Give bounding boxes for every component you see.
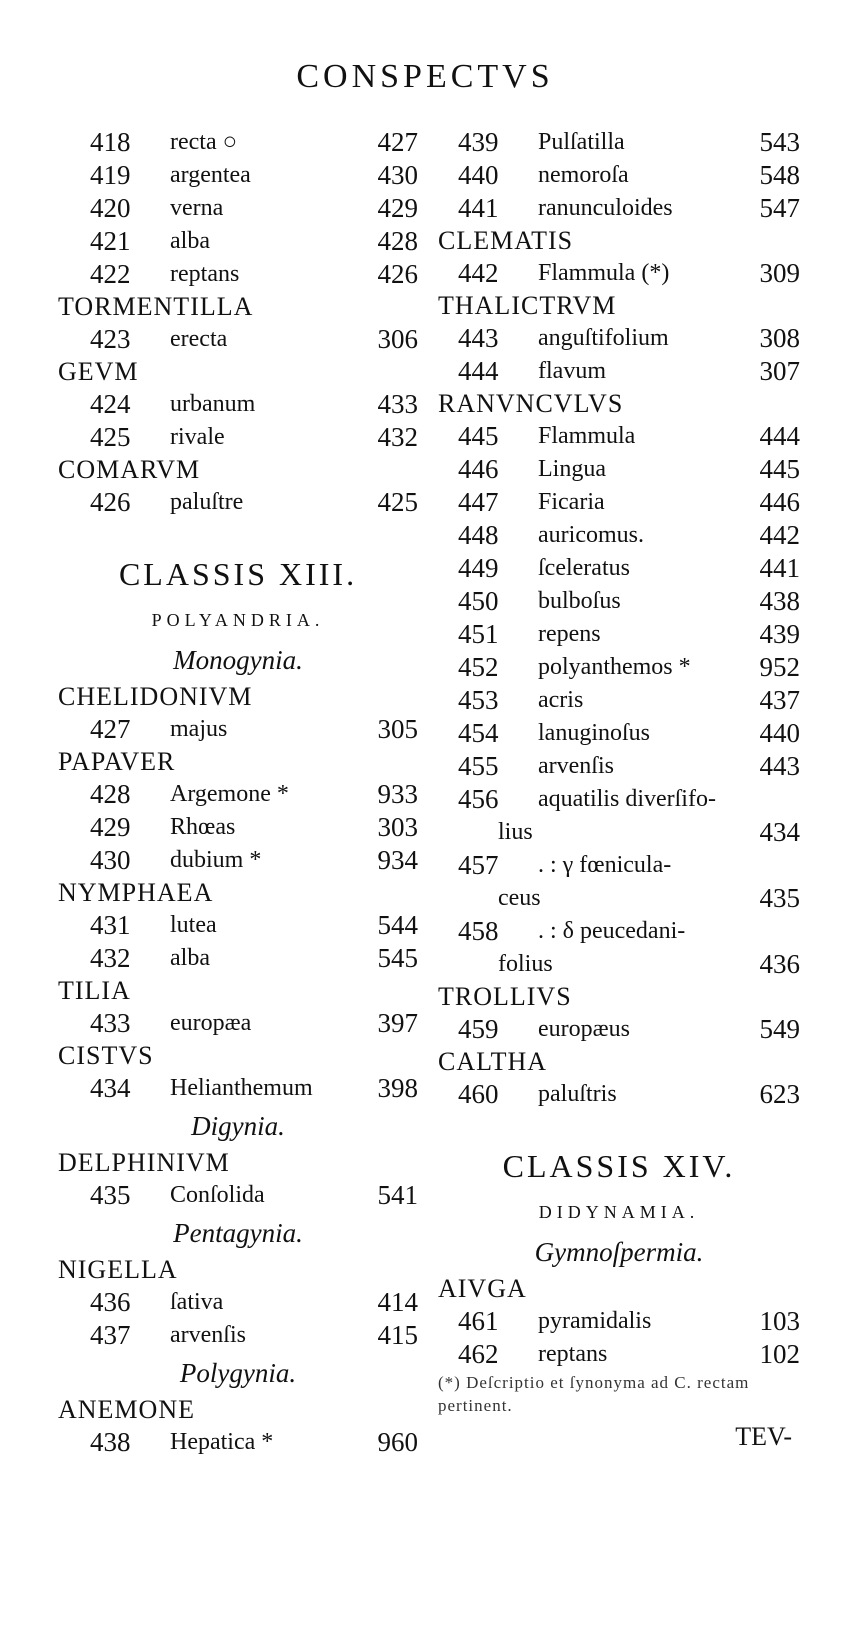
species-name: recta ○ [170,129,238,155]
page-reference: 415 [377,1320,418,1350]
species-number: 436 [90,1287,131,1317]
page-reference: 544 [377,910,418,940]
species-number: 438 [90,1427,131,1457]
species-name: ſceleratus [538,555,630,581]
species-number: 432 [90,943,131,973]
genus-heading: ANEMONE [58,1395,195,1424]
species-name: pyramidalis [538,1308,652,1334]
species-number: 457 [458,850,499,880]
species-entry [438,783,800,816]
page-reference: 441 [759,553,800,583]
species-entry [58,388,418,421]
page-reference: 437 [759,685,800,715]
species-name: Lingua [538,456,606,482]
species-name: argentea [170,162,251,188]
species-entry [438,618,800,651]
genus-heading: NIGELLA [58,1255,178,1284]
species-number: 423 [90,324,131,354]
page-reference: 445 [759,454,800,484]
species-number: 449 [458,553,499,583]
species-number: 446 [458,454,499,484]
species-entry [438,849,800,882]
species-name: . : δ peucedani- [538,918,686,944]
species-number: 453 [458,685,499,715]
species-name: europæus [538,1016,630,1042]
species-name: rivale [170,424,225,450]
species-name: paluſtre [170,489,244,515]
page-reference: 547 [759,193,800,223]
species-entry [438,519,800,552]
order-heading: Digynia. [191,1111,285,1141]
species-name: Flammula [538,423,636,449]
species-entry [58,486,418,519]
page-reference: 442 [759,520,800,550]
species-entry [58,1007,418,1040]
right-column [438,126,800,1457]
species-number: 448 [458,520,499,550]
genus-heading: CISTVS [58,1041,154,1070]
species-number: 434 [90,1073,131,1103]
page-reference: 414 [377,1287,418,1317]
page-reference: 428 [377,226,418,256]
species-entry [58,421,418,454]
species-number: 459 [458,1014,499,1044]
species-number: 433 [90,1008,131,1038]
species-name: verna [170,195,224,221]
page-reference: 545 [377,943,418,973]
page-reference: 397 [377,1008,418,1038]
species-number: 451 [458,619,499,649]
page-reference: 960 [377,1427,418,1457]
genus-heading: AIVGA [438,1274,527,1303]
species-name: Helianthemum [170,1075,313,1101]
class-subheading: DIDYNAMIA. [538,1202,700,1222]
species-number: 431 [90,910,131,940]
species-number: 445 [458,421,499,451]
genus-heading: TORMENTILLA [58,292,254,321]
class-heading: CLASSIS XIII. [118,556,358,592]
species-name: bulboſus [538,588,621,614]
order-heading: Gymnoſpermia. [534,1237,704,1267]
species-name: majus [170,716,228,742]
species-number: 444 [458,356,499,386]
species-number: 450 [458,586,499,616]
species-entry [438,552,800,585]
genus-heading: DELPHINIVM [58,1148,230,1177]
page-reference: 440 [759,718,800,748]
species-number: 439 [458,127,499,157]
species-name: Rhœas [170,814,236,840]
species-entry [58,1319,418,1352]
class-heading: CLASSIS XIV. [502,1148,736,1184]
species-name: ſativa [170,1289,224,1315]
species-entry [58,126,418,159]
species-name: arvenſis [170,1322,246,1348]
species-entry [438,420,800,453]
genus-heading: COMARVM [58,455,201,484]
species-number: 442 [458,258,499,288]
species-number: 452 [458,652,499,682]
species-number: 418 [90,127,131,157]
species-name: repens [538,621,601,647]
species-name: nemoroſa [538,162,629,188]
species-entry [58,323,418,356]
genus-heading: CLEMATIS [438,226,574,255]
order-heading: Pentagynia. [173,1218,303,1248]
species-name: urbanum [170,391,256,417]
species-entry [58,713,418,746]
species-number: 428 [90,779,131,809]
species-name: folius [498,951,553,977]
species-name: ranunculoides [538,195,673,221]
page-reference: 425 [377,487,418,517]
species-name: auricomus. [538,522,644,548]
species-entry [438,486,800,519]
species-name: flavum [538,358,606,384]
species-number: 456 [458,784,499,814]
species-entry [438,192,800,225]
genus-heading: TROLLIVS [438,982,572,1011]
species-number: 427 [90,714,131,744]
species-name: Argemone * [170,781,289,807]
species-entry [58,811,418,844]
spacer [58,519,418,547]
genus-heading: PAPAVER [58,747,176,776]
page-reference: 435 [759,883,800,913]
species-name: polyanthemos * [538,654,691,680]
page-reference: 623 [759,1079,800,1109]
species-number: 424 [90,389,131,419]
species-entry [58,1426,418,1459]
page-reference: 103 [759,1306,800,1336]
species-entry [58,258,418,291]
species-name: alba [170,945,210,971]
species-entry [438,684,800,717]
species-number: 429 [90,812,131,842]
species-name: lanuginoſus [538,720,650,746]
species-name: Ficaria [538,489,605,515]
page-reference: 303 [377,812,418,842]
page-reference: 308 [759,323,800,353]
species-name: Conſolida [170,1182,265,1208]
species-entry [438,1305,800,1338]
page-reference: 305 [377,714,418,744]
species-name: Hepatica * [170,1429,274,1455]
species-entry [58,909,418,942]
left-column [58,126,418,1459]
entry-continuation [438,948,800,981]
species-number: 419 [90,160,131,190]
page-reference: 427 [377,127,418,157]
page-reference: 446 [759,487,800,517]
order-heading: Polygynia. [179,1358,297,1388]
species-name: . : γ fœnicula- [538,852,672,878]
species-name: erecta [170,326,228,352]
species-name: lius [498,819,533,845]
genus-heading: NYMPHAEA [58,878,214,907]
species-number: 461 [458,1306,499,1336]
page-reference: 439 [759,619,800,649]
species-entry [438,159,800,192]
page-reference: 444 [759,421,800,451]
page-title: CONSPECTVS [296,58,554,95]
species-entry [58,778,418,811]
page-reference: 952 [759,652,800,682]
page-reference: 541 [377,1180,418,1210]
page-reference: 543 [759,127,800,157]
page-reference: 434 [759,817,800,847]
species-number: 437 [90,1320,131,1350]
species-number: 435 [90,1180,131,1210]
species-entry [438,322,800,355]
species-name: lutea [170,912,217,938]
species-entry [58,1286,418,1319]
species-entry [438,453,800,486]
species-entry [438,651,800,684]
page-reference: 398 [377,1073,418,1103]
species-number: 420 [90,193,131,223]
species-entry [438,585,800,618]
page-reference: 933 [377,779,418,809]
genus-heading: GEVM [58,357,139,386]
species-number: 426 [90,487,131,517]
class-subheading: POLYANDRIA. [151,610,325,630]
page-reference: 433 [377,389,418,419]
species-entry [58,192,418,225]
page-reference: 306 [377,324,418,354]
species-name: alba [170,228,210,254]
species-number: 443 [458,323,499,353]
species-name: arvenſis [538,753,614,779]
species-entry [58,1072,418,1105]
catchword: TEV- [735,1422,792,1451]
species-number: 460 [458,1079,499,1109]
species-name: Pulſatilla [538,129,625,155]
page-reference: 102 [759,1339,800,1369]
genus-heading: CHELIDONIVM [58,682,253,711]
spacer [438,1111,800,1139]
species-number: 454 [458,718,499,748]
page-reference: 443 [759,751,800,781]
species-entry [438,1013,800,1046]
species-entry [438,355,800,388]
species-number: 440 [458,160,499,190]
species-entry [58,159,418,192]
page-reference: 438 [759,586,800,616]
species-name: aquatilis diverſifo- [538,786,716,812]
species-name: reptans [170,261,240,287]
genus-heading: THALICTRVM [438,291,617,320]
species-number: 430 [90,845,131,875]
page-reference: 549 [759,1014,800,1044]
species-name: anguſtifolium [538,325,669,351]
page-reference: 430 [377,160,418,190]
species-number: 421 [90,226,131,256]
page-reference: 548 [759,160,800,190]
species-entry [438,257,800,290]
species-number: 458 [458,916,499,946]
species-number: 462 [458,1339,499,1369]
page-reference: 426 [377,259,418,289]
page-reference: 429 [377,193,418,223]
page-reference: 309 [759,258,800,288]
entry-continuation [438,882,800,915]
species-number: 447 [458,487,499,517]
footnote: (*) Deſcriptio et ſynonyma ad C. rectam pertinent. [438,1373,750,1415]
genus-heading: CALTHA [438,1047,548,1076]
species-entry [438,750,800,783]
page-reference: 436 [759,949,800,979]
species-name: Flammula (*) [538,260,670,286]
entry-continuation [438,816,800,849]
species-entry [438,915,800,948]
species-entry [438,1078,800,1111]
species-entry [58,844,418,877]
order-heading: Monogynia. [173,645,303,675]
genus-heading: RANVNCVLVS [438,389,624,418]
page-reference: 432 [377,422,418,452]
species-name: reptans [538,1341,608,1367]
species-name: acris [538,687,584,713]
page-reference: 934 [377,845,418,875]
species-number: 425 [90,422,131,452]
species-name: dubium * [170,847,262,873]
species-number: 455 [458,751,499,781]
species-name: paluſtris [538,1081,617,1107]
genus-heading: TILIA [58,976,131,1005]
species-entry [58,225,418,258]
species-entry [438,1338,800,1371]
species-entry [438,126,800,159]
species-number: 441 [458,193,499,223]
species-number: 422 [90,259,131,289]
species-entry [58,1179,418,1212]
species-name: ceus [498,885,541,911]
species-name: europæa [170,1010,252,1036]
species-entry [58,942,418,975]
species-entry [438,717,800,750]
page-reference: 307 [759,356,800,386]
